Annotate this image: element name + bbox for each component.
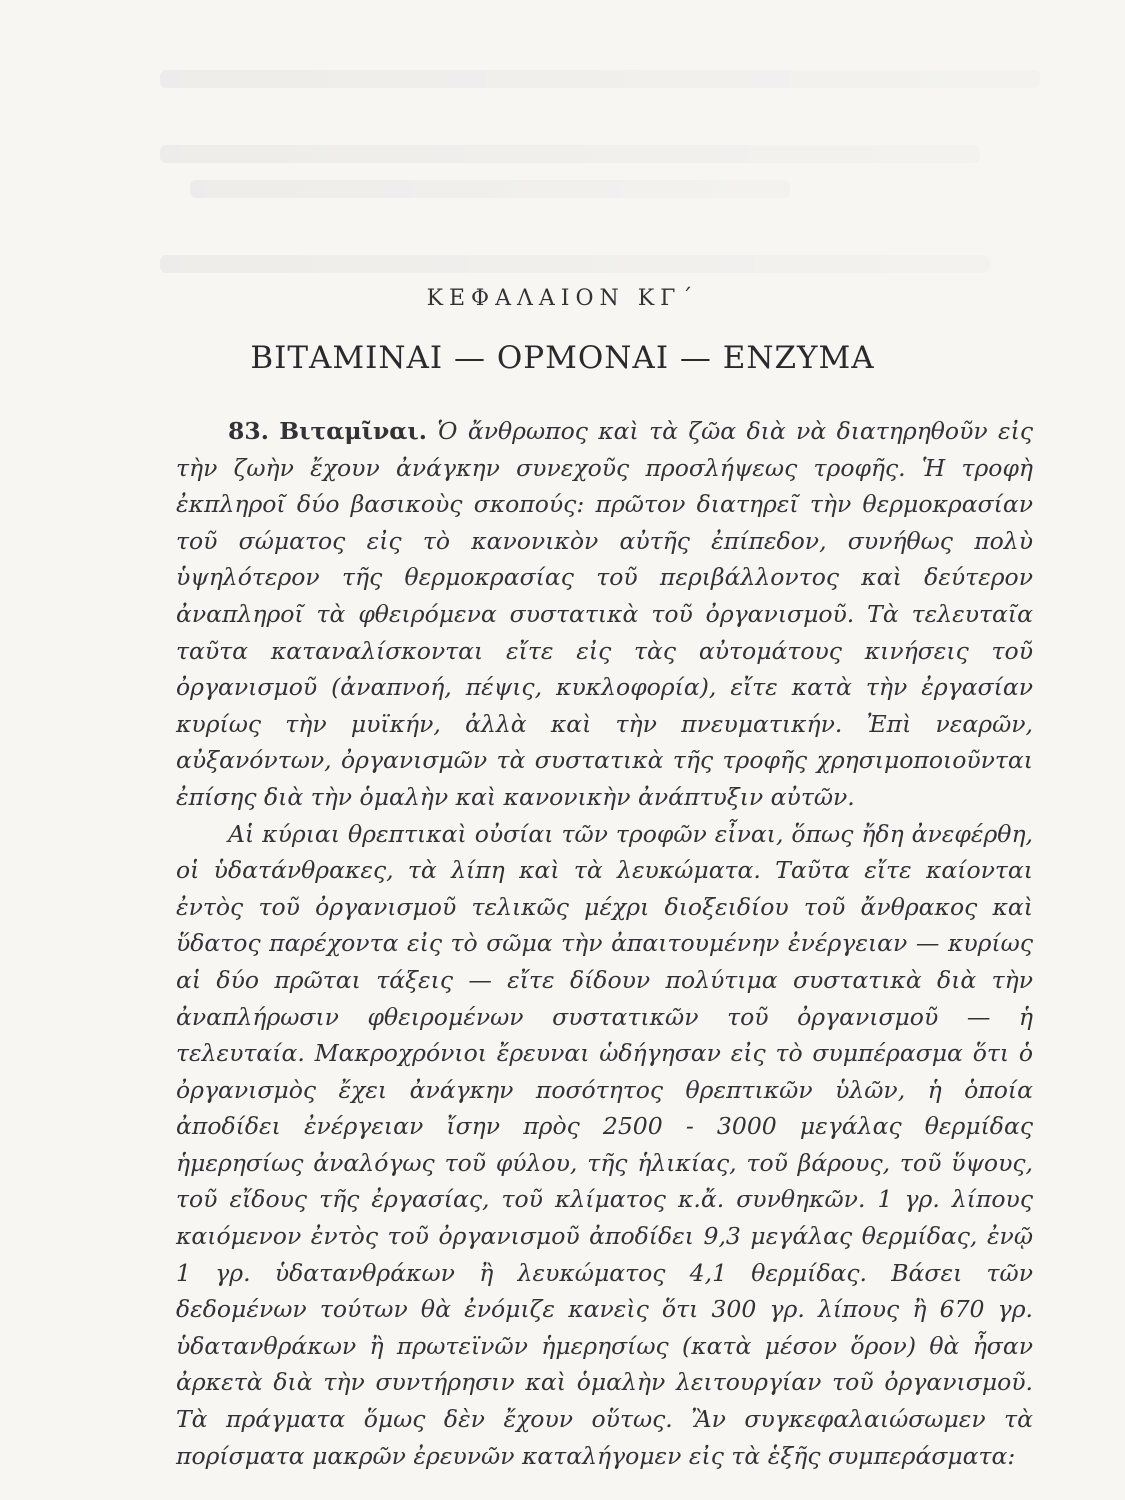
- bleed-through-line: [160, 255, 990, 273]
- chapter-label: ΚΕΦΑΛΑΙΟΝ ΚΓ΄: [426, 286, 699, 311]
- paragraph-2: Αἱ κύριαι θρεπτικαὶ οὐσίαι τῶν τροφῶν εἶναι, ὅπως ἤδη ἀνεφέρθη, οἱ ὑδατάνθρακες, τὰ λίπη καὶ τὰ λευκώματα. Ταῦτα εἴτε καίονται ἐντὸς τοῦ ὀργανισμοῦ τελικῶς μέχρι διοξειδίου τοῦ ἄνθρακος καὶ ὕδατος παρέχοντα εἰς τὸ σῶμα τὴν ἀπαιτουμένην ἐνέργειαν — κυρίως αἱ δύο πρῶται τάξεις — εἴτε δίδουν πολύτιμα συστατικὰ διὰ τὴν ἀναπλήρωσιν φθειρομένων συστατικῶν τοῦ ὀργανισμοῦ — ἡ τελευταία. Μακροχρόνιοι ἔρευναι ὡδήγησαν εἰς τὸ συμπέρασμα ὅτι ὁ ὀργανισμὸς ἔχει ἀνάγκην ποσότητος θρεπτικῶν ὑλῶν, ἡ ὁποία ἀποδίδει ἐνέργειαν ἴσην πρὸς 2500 - 3000 μεγάλας θερμίδας ἡμερησίως ἀναλόγως τοῦ φύλου, τῆς ἡλικίας, τοῦ βάρους, τοῦ ὕψους, τοῦ εἴδους τῆς ἐργασίας, τοῦ κλίματος κ.ἄ. συνθηκῶν. 1 γρ. λίπους καιόμενον ἐντὸς τοῦ ὀργανισμοῦ ἀποδίδει 9,3 μεγάλας θερμίδας, ἐνῷ 1 γρ. ὑδατανθράκων ἢ λευκώματος 4,1 θερμίδας. Βάσει τῶν δεδομένων τούτων θὰ ἐνόμιζε κανεὶς ὅτι 300 γρ. λίπους ἢ 670 γρ. ὑδατανθράκων ἢ πρωτεϊνῶν ἡμερησίως (κατὰ μέσον ὅρον) θὰ ἦσαν ἀρκετὰ διὰ τὴν συντήρησιν καὶ ὁμαλὴν λειτουργίαν τοῦ ὀργανισμοῦ. Τὰ πράγματα ὅμως δὲν ἔχουν οὕτως. Ἂν συγκεφαλαιώσωμεν τὰ πορίσματα μακρῶν ἐρευνῶν καταλήγομεν εἰς τὰ ἑξῆς συμπεράσματα:: [176, 819, 1033, 1470]
- section-number: 83.: [228, 417, 269, 445]
- paragraph-1-text: Ὁ ἄνθρωπος καὶ τὰ ζῶα διὰ νὰ διατηρηθοῦν εἰς τὴν ζωὴν ἔχουν ἀνάγκην συνεχοῦς προσλήψεως τροφῆς. Ἡ τροφὴ ἐκπληροῖ δύο βασικοὺς σκοπούς: πρῶτον διατηρεῖ τὴν θερμοκρασίαν τοῦ σώματος εἰς τὸ κανονικὸν αὐτῆς ἐπίπεδον, συνήθως πολὺ ὑψηλότερον τῆς θερμοκρασίας τοῦ περιβάλλοντος καὶ δεύτερον ἀναπληροῖ τὰ φθειρόμενα συστατικὰ τοῦ ὀργανισμοῦ. Τὰ τελευταῖα ταῦτα καταναλίσκονται εἴτε εἰς τὰς αὐτομάτους κινήσεις τοῦ ὀργανισμοῦ (ἀναπνοή, πέψις, κυκλοφορία), εἴτε κατὰ τὴν ἐργασίαν κυρίως τὴν μυϊκήν, ἀλλὰ καὶ τὴν πνευματικήν. Ἐπὶ νεαρῶν, αὐξανόντων, ὀργανισμῶν τὰ συστατικὰ τῆς τροφῆς χρησιμοποιοῦνται ἐπίσης διὰ τὴν ὁμαλὴν καὶ κανονικὴν ἀνάπτυξιν αὐτῶν.: [176, 417, 1033, 811]
- bleed-through-line: [160, 70, 1040, 88]
- section-title: Βιταμῖναι.: [279, 417, 427, 445]
- body-text: [176, 413, 1033, 1474]
- paragraph-1: [176, 413, 1033, 816]
- bleed-through-line: [160, 145, 980, 163]
- bleed-through-line: [190, 180, 790, 198]
- chapter-title: ΒΙΤΑΜΙΝΑΙ — ΟΡΜΟΝΑΙ — ΕΝΖΥΜΑ: [250, 340, 875, 376]
